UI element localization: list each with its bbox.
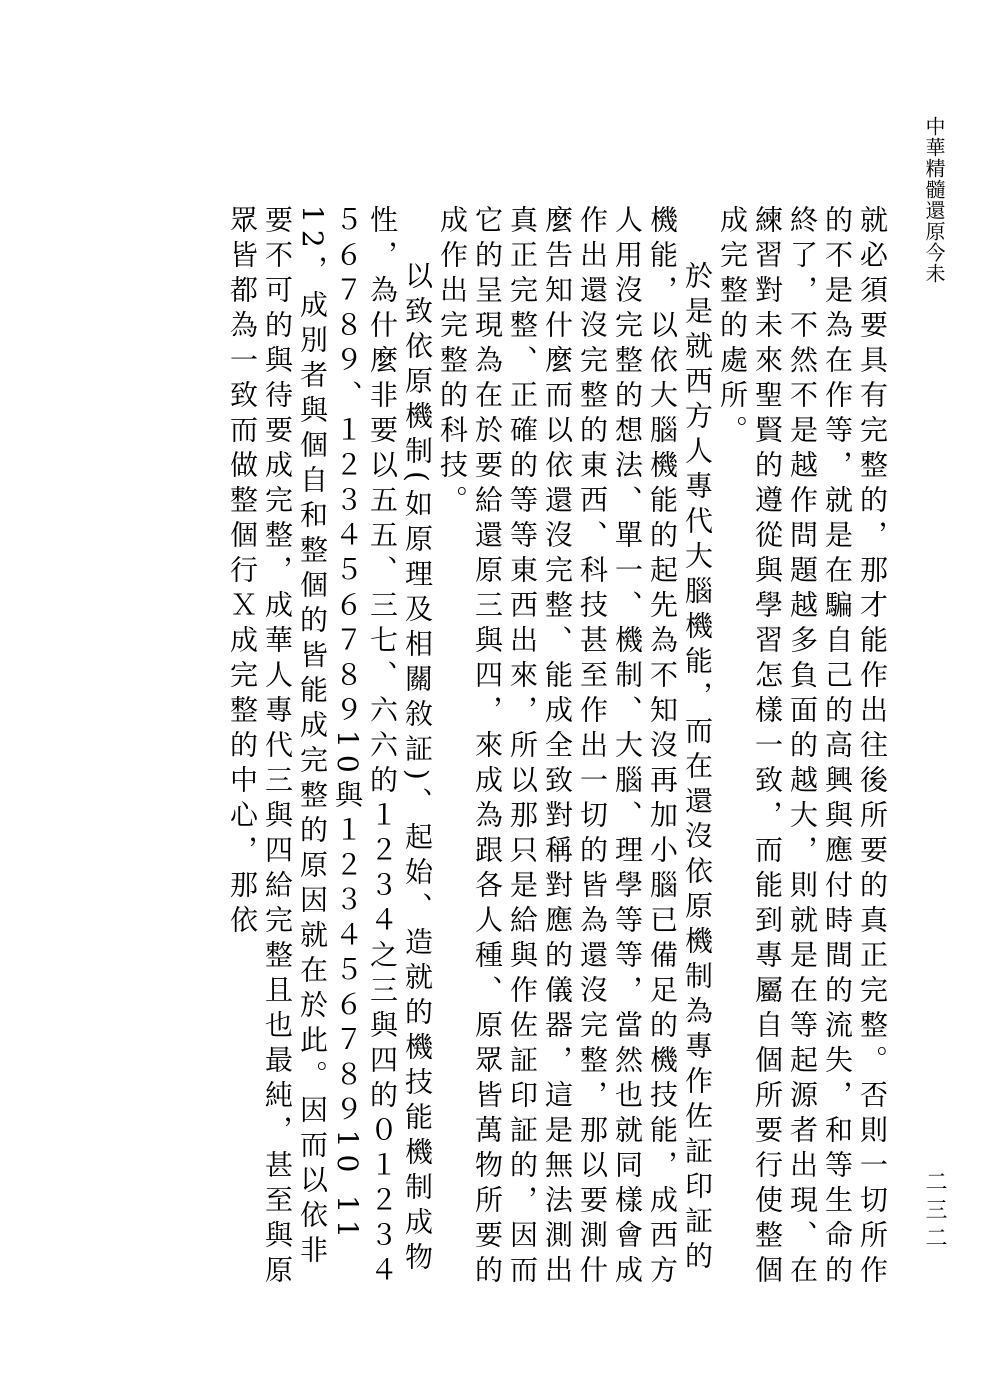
page-number: 二三二 — [922, 1170, 947, 1254]
paragraph-2: 於是就西方人專代大腦機能，而在還沒依原機制為專作佐証印証的機能，以依大腦機能的起先為不知沒再加小腦已備足的機技能，成西方人用沒完整的想法、單一、機制、大腦、理學等等，當然也就同樣會成作出還沒完整的東西、科技甚至作出一切的皆為還沒完整，那以要測什麼告知什麼而以依還沒完整、能成全致對稱對應的儀器，這是無法測出真正完整、正確的等等東西出來，所以那只是給與作佐証印証的，因而它的呈現為在於要給還原三與四，來成為跟各人種、原眾皆萬物所要的成作出完整的科技。 — [436, 205, 714, 1290]
body-text — [130, 205, 890, 1290]
paragraph-1: 就必須要具有完整的，那才能作出往後所要的真正完整。否則一切所作的不是為在作等，就是在騙自己的高興與應付時間的流失，和等生命的終了，不然不是越作問題越多負面的越大，則就是在等起源者出現、在練習對未來聖賢的遵從與學習怎樣一致，而能到專屬自個所要行使整個成完整的處所。 — [716, 205, 889, 1290]
running-title: 中華精髓還原今未 — [922, 116, 946, 284]
paragraph-3: 以致依原機制(如原理及相關敘証)、起始、造就的機技能機制成物性，為什麼非要以五五、三七、六六的１２３４之三與四的０１２３４５６７８９、１２３４５６７８９10與１２３４５６７８９10 11 12，成別者與個自和整個的皆能成完整的原因就在於此。因而以依非要不可的與待要成完整，成華人專代三與四給完整且也最純，甚至與原眾皆都為一致而做整個行Ｘ成完整的中心，那依 — [226, 205, 434, 1290]
